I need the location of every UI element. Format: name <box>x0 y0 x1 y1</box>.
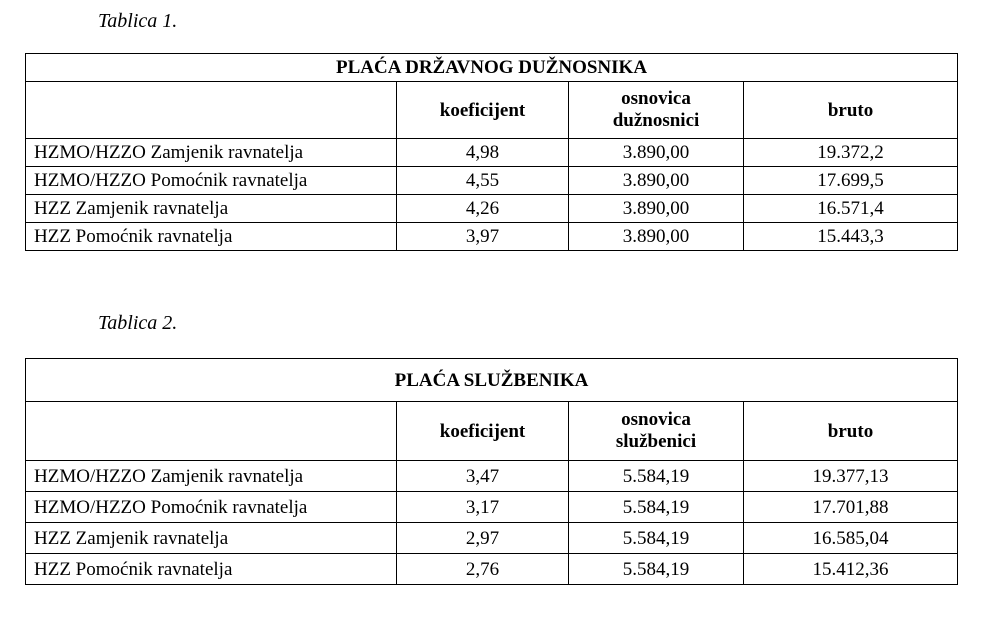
table-2-caption: Tablica 2. <box>98 312 178 334</box>
table-row <box>26 223 958 251</box>
table-title-row <box>26 359 958 402</box>
header-osnovica-line2: službenici <box>615 431 697 452</box>
table-row <box>26 167 958 195</box>
header-blank-cell <box>26 402 397 461</box>
cell-koeficijent: 3,47 <box>397 461 569 492</box>
table-header-row <box>26 82 958 139</box>
cell-koeficijent: 4,98 <box>397 139 569 167</box>
row-label: HZMO/HZZO Zamjenik ravnatelja <box>26 139 397 167</box>
row-label: HZZ Zamjenik ravnatelja <box>26 195 397 223</box>
cell-bruto: 15.412,36 <box>744 554 958 585</box>
header-osnovica-line1: osnovica <box>621 409 691 430</box>
table-row <box>26 492 958 523</box>
row-label: HZZ Pomoćnik ravnatelja <box>26 554 397 585</box>
cell-osnovica: 3.890,00 <box>569 195 744 223</box>
header-bruto: bruto <box>744 402 958 461</box>
cell-bruto: 19.372,2 <box>744 139 958 167</box>
cell-koeficijent: 2,76 <box>397 554 569 585</box>
table-row <box>26 461 958 492</box>
table-row <box>26 523 958 554</box>
cell-koeficijent: 2,97 <box>397 523 569 554</box>
cell-osnovica: 3.890,00 <box>569 139 744 167</box>
table-title: PLAĆA SLUŽBENIKA <box>26 359 958 402</box>
header-koeficijent: koeficijent <box>397 402 569 461</box>
cell-osnovica: 5.584,19 <box>569 461 744 492</box>
row-label: HZZ Pomoćnik ravnatelja <box>26 223 397 251</box>
row-label: HZMO/HZZO Zamjenik ravnatelja <box>26 461 397 492</box>
table-title: PLAĆA DRŽAVNOG DUŽNOSNIKA <box>26 54 958 82</box>
row-label: HZMO/HZZO Pomoćnik ravnatelja <box>26 492 397 523</box>
table-1-state-official-salary <box>25 53 958 251</box>
table-2-civil-servant-salary <box>25 358 958 585</box>
cell-osnovica: 3.890,00 <box>569 167 744 195</box>
header-osnovica-line2: dužnosnici <box>612 110 700 131</box>
cell-bruto: 15.443,3 <box>744 223 958 251</box>
row-label: HZZ Zamjenik ravnatelja <box>26 523 397 554</box>
header-osnovica <box>569 402 744 461</box>
cell-osnovica: 5.584,19 <box>569 492 744 523</box>
table-header-row <box>26 402 958 461</box>
cell-bruto: 16.571,4 <box>744 195 958 223</box>
table-row <box>26 195 958 223</box>
header-blank-cell <box>26 82 397 139</box>
cell-bruto: 16.585,04 <box>744 523 958 554</box>
cell-koeficijent: 4,55 <box>397 167 569 195</box>
table-1-caption: Tablica 1. <box>98 10 178 32</box>
row-label: HZMO/HZZO Pomoćnik ravnatelja <box>26 167 397 195</box>
cell-bruto: 19.377,13 <box>744 461 958 492</box>
cell-bruto: 17.699,5 <box>744 167 958 195</box>
header-osnovica-line1: osnovica <box>621 88 691 109</box>
cell-koeficijent: 4,26 <box>397 195 569 223</box>
header-osnovica <box>569 82 744 139</box>
cell-osnovica: 5.584,19 <box>569 523 744 554</box>
cell-osnovica: 3.890,00 <box>569 223 744 251</box>
table-row <box>26 139 958 167</box>
header-koeficijent: koeficijent <box>397 82 569 139</box>
header-bruto: bruto <box>744 82 958 139</box>
cell-bruto: 17.701,88 <box>744 492 958 523</box>
cell-osnovica: 5.584,19 <box>569 554 744 585</box>
table-row <box>26 554 958 585</box>
table-title-row <box>26 54 958 82</box>
cell-koeficijent: 3,97 <box>397 223 569 251</box>
cell-koeficijent: 3,17 <box>397 492 569 523</box>
